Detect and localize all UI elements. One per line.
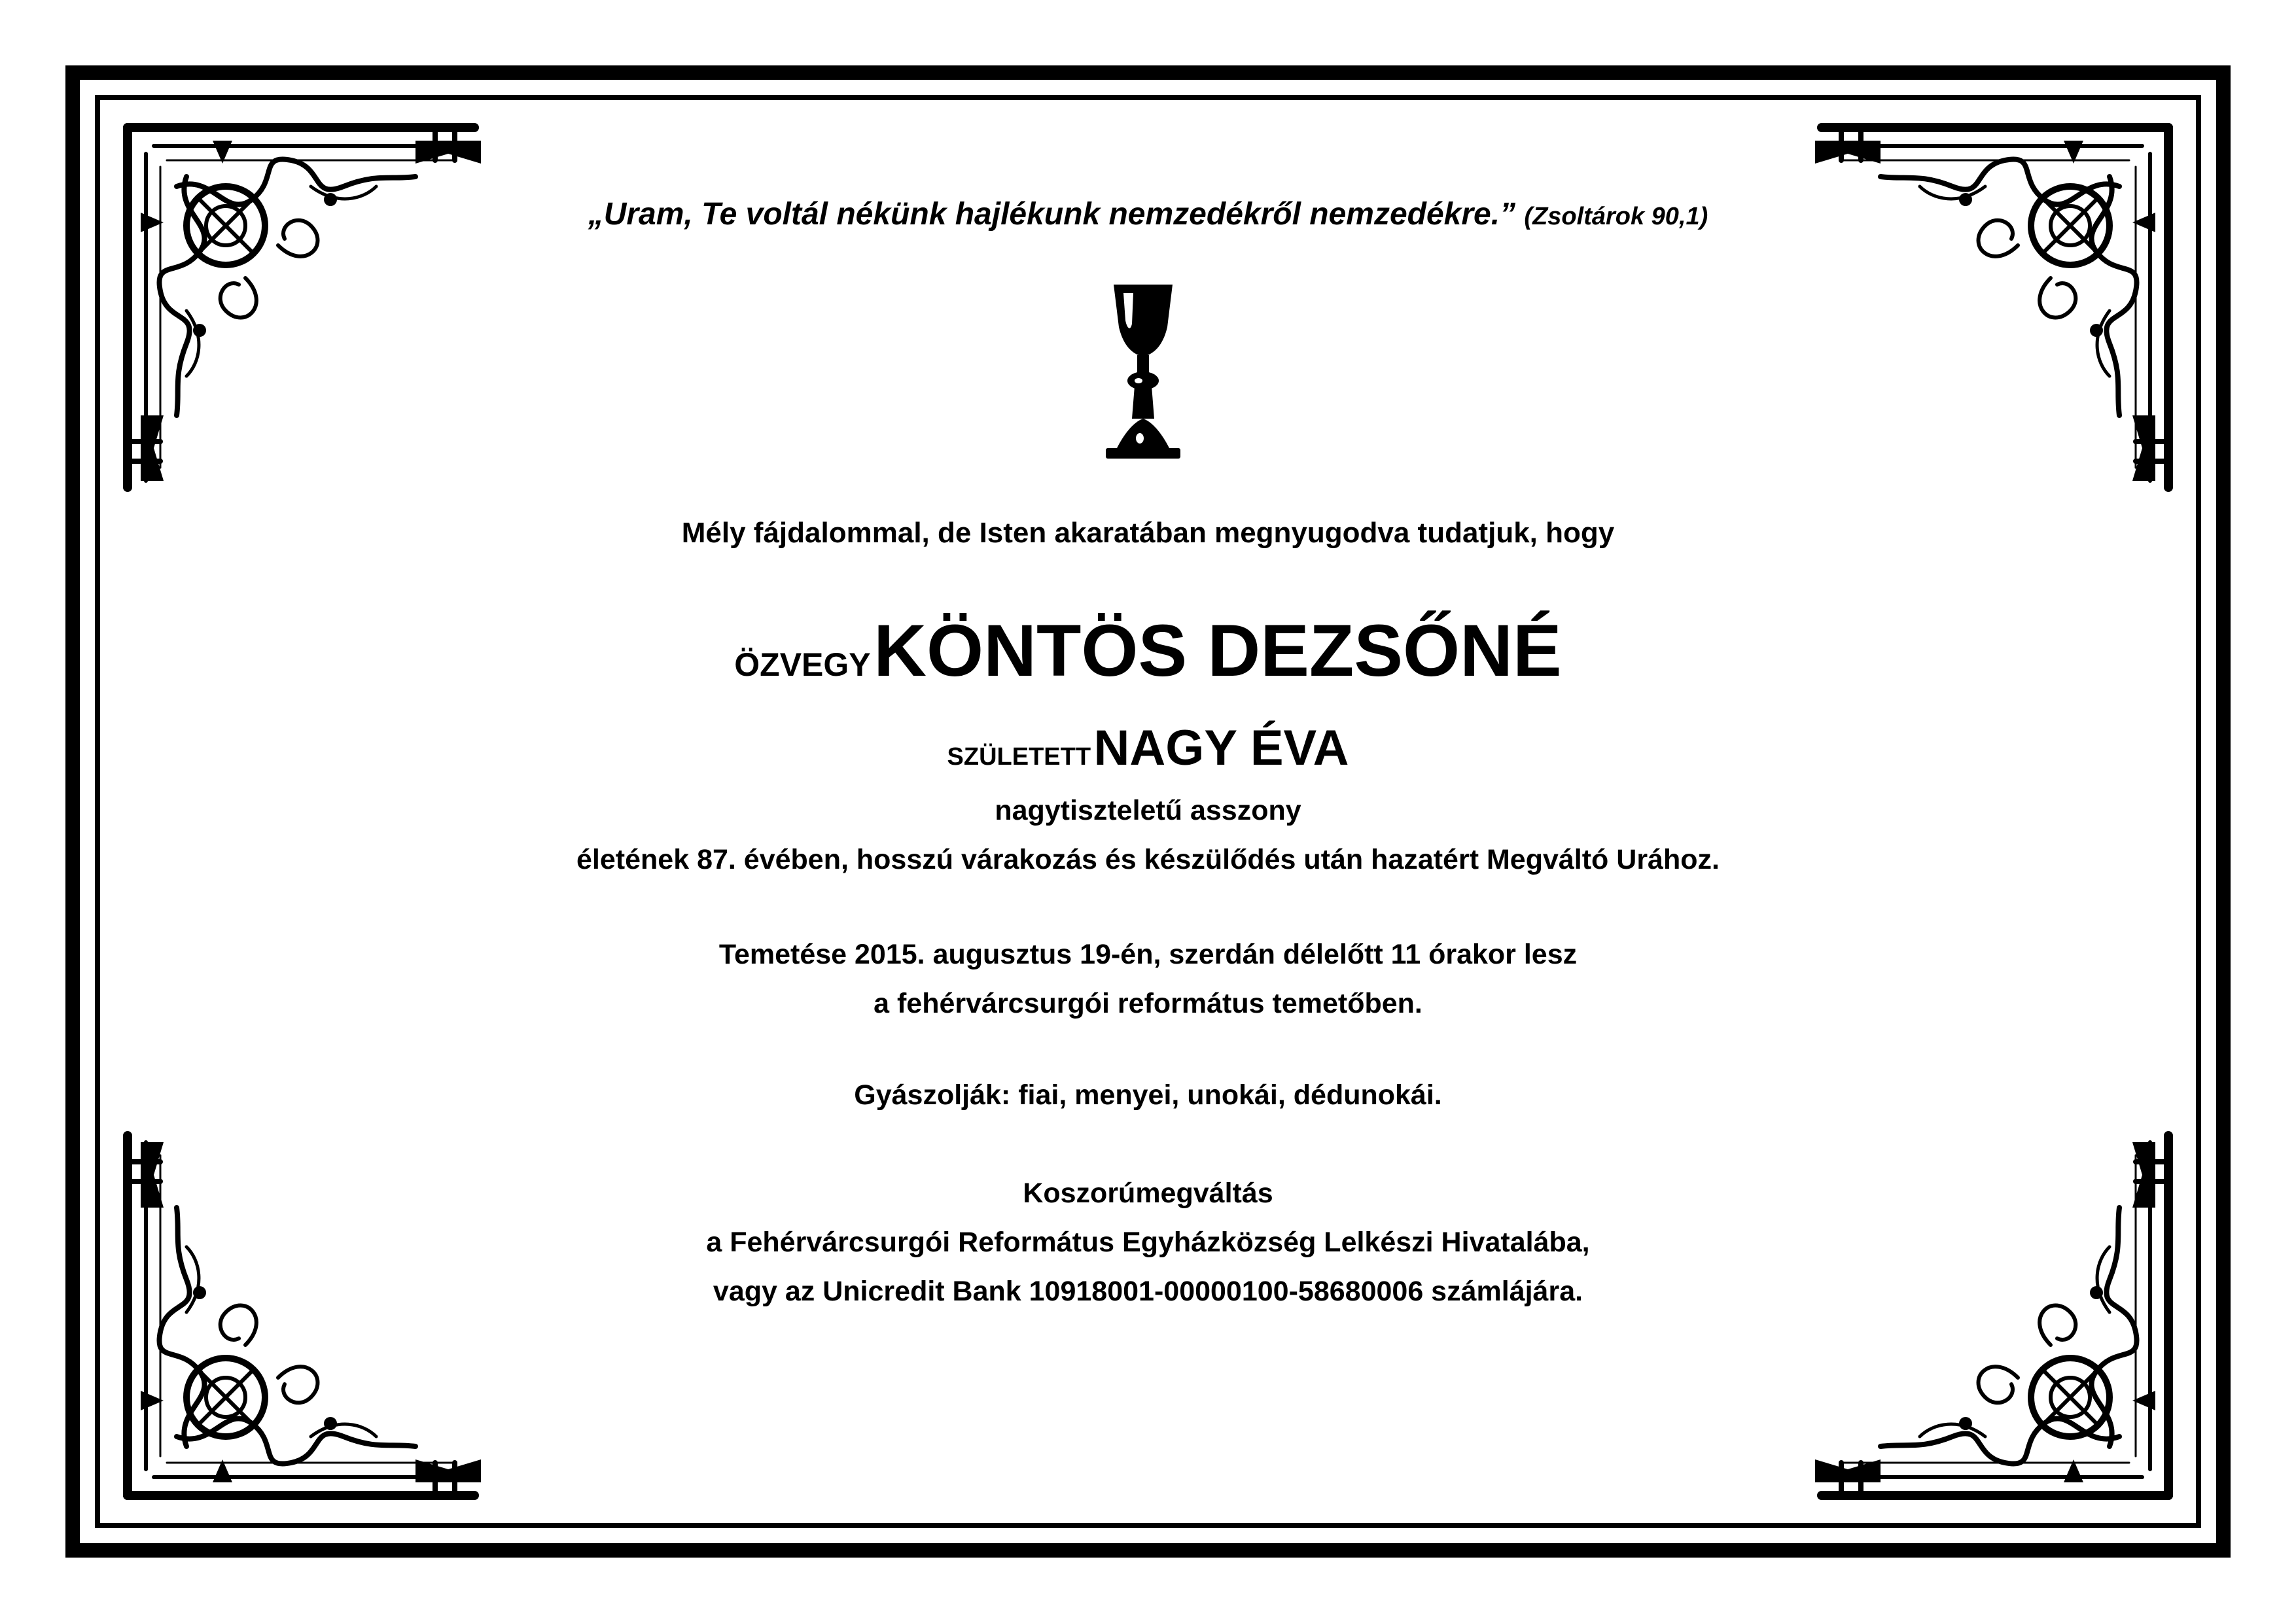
description-text: nagytiszteletű asszony (995, 795, 1301, 826)
wreath-line-1: Koszorúmegváltás (1023, 1178, 1273, 1209)
mourners-text: Gyászolják: fiai, menyei, unokái, dédunokái. (854, 1079, 1442, 1111)
passing-text: életének 87. évében, hosszú várakozás és készülődés után hazatért Megváltó Urához. (576, 844, 1720, 875)
chalice-icon (1094, 281, 1192, 464)
deceased-name: KÖNTÖS DEZSŐNÉ (874, 610, 1562, 691)
corner-ornament-icon (115, 114, 487, 500)
maiden-name-line (0, 720, 2296, 777)
widow-prefix: ÖZVEGY (734, 646, 871, 683)
funeral-line-2: a fehérvárcsurgói református temetőben. (874, 988, 1422, 1019)
quote-reference: (Zsoltárok 90,1) (1524, 203, 1708, 230)
born-prefix: SZÜLETETT (947, 743, 1091, 771)
intro-text: Mély fájdalommal, de Isten akaratában megnyugodva tudatjuk, hogy (681, 517, 1615, 549)
wreath-line-3: vagy az Unicredit Bank 10918001-00000100-58680006 számlájára. (713, 1276, 1583, 1307)
corner-ornament-icon (1809, 114, 2181, 500)
bible-quote (0, 196, 2296, 232)
wreath-line-2: a Fehérvárcsurgói Református Egyházközség Lelkészi Hivatalába, (706, 1227, 1590, 1258)
deceased-name-line (0, 608, 2296, 693)
funeral-line-1: Temetése 2015. augusztus 19-én, szerdán délelőtt 11 órakor lesz (718, 939, 1578, 970)
maiden-name: NAGY ÉVA (1093, 720, 1349, 776)
quote-text: „Uram, Te voltál nékünk hajlékunk nemzedékről nemzedékre.” (588, 197, 1516, 232)
